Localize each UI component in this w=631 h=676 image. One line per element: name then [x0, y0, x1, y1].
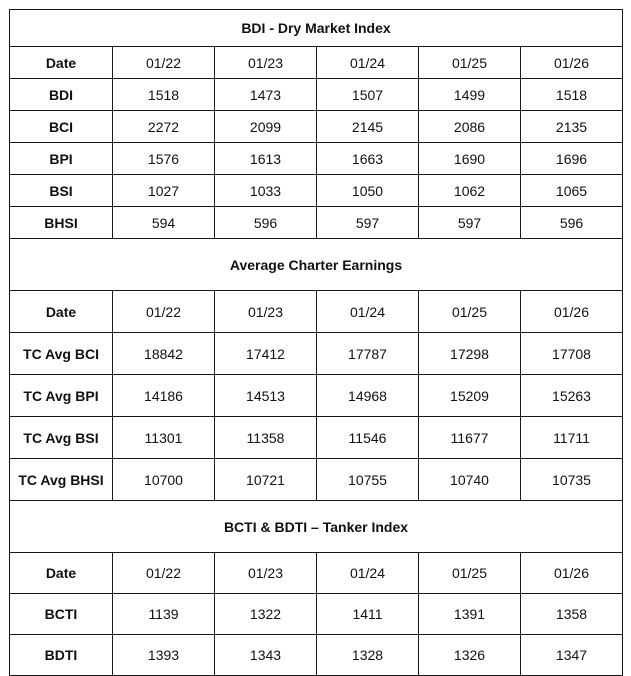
value-cell: 17708: [521, 333, 623, 375]
table-row-bdti: [10, 635, 623, 676]
table-row-bci: [10, 111, 623, 143]
value-cell: 1328: [317, 635, 419, 676]
row-label: BPI: [10, 143, 113, 175]
value-cell: 1062: [419, 175, 521, 207]
value-cell: 14968: [317, 375, 419, 417]
table-row-bdi: [10, 79, 623, 111]
value-cell: 15263: [521, 375, 623, 417]
value-cell: 2086: [419, 111, 521, 143]
row-label: BDTI: [10, 635, 113, 676]
table-row-tc-avg-bpi: [10, 375, 623, 417]
value-cell: 10740: [419, 459, 521, 501]
value-cell: 1518: [113, 79, 215, 111]
value-cell: 2145: [317, 111, 419, 143]
header-date-cell: 01/25: [419, 553, 521, 594]
table-row-bsi: [10, 175, 623, 207]
value-cell: 14513: [215, 375, 317, 417]
value-cell: 2099: [215, 111, 317, 143]
value-cell: 1613: [215, 143, 317, 175]
value-cell: 1507: [317, 79, 419, 111]
value-cell: 1499: [419, 79, 521, 111]
header-date-cell: 01/24: [317, 291, 419, 333]
header-date-cell: 01/25: [419, 47, 521, 79]
value-cell: 1518: [521, 79, 623, 111]
value-cell: 1050: [317, 175, 419, 207]
header-date-cell: 01/22: [113, 291, 215, 333]
header-date-label: Date: [10, 553, 113, 594]
value-cell: 11546: [317, 417, 419, 459]
table-row-tc-avg-bci: [10, 333, 623, 375]
header-date-label: Date: [10, 291, 113, 333]
row-label: BCTI: [10, 594, 113, 635]
table-row-tc-avg-bsi: [10, 417, 623, 459]
value-cell: 1322: [215, 594, 317, 635]
row-label: TC Avg BHSI: [10, 459, 113, 501]
row-label: TC Avg BPI: [10, 375, 113, 417]
value-cell: 1473: [215, 79, 317, 111]
section-title-row: [10, 239, 623, 291]
section-title-row: [10, 10, 623, 47]
header-row: [10, 291, 623, 333]
header-date-cell: 01/23: [215, 47, 317, 79]
header-row: [10, 553, 623, 594]
value-cell: 15209: [419, 375, 521, 417]
table-row-bhsi: [10, 207, 623, 239]
value-cell: 17298: [419, 333, 521, 375]
header-date-cell: 01/26: [521, 47, 623, 79]
value-cell: 11711: [521, 417, 623, 459]
value-cell: 11301: [113, 417, 215, 459]
value-cell: 1663: [317, 143, 419, 175]
value-cell: 17787: [317, 333, 419, 375]
value-cell: 596: [215, 207, 317, 239]
row-label: BDI: [10, 79, 113, 111]
header-date-cell: 01/22: [113, 553, 215, 594]
section-title: BCTI & BDTI – Tanker Index: [10, 501, 623, 553]
table-row-bpi: [10, 143, 623, 175]
value-cell: 11677: [419, 417, 521, 459]
header-date-cell: 01/25: [419, 291, 521, 333]
value-cell: 17412: [215, 333, 317, 375]
value-cell: 18842: [113, 333, 215, 375]
value-cell: 11358: [215, 417, 317, 459]
value-cell: 1696: [521, 143, 623, 175]
row-label: TC Avg BCI: [10, 333, 113, 375]
section-title: Average Charter Earnings: [10, 239, 623, 291]
header-row: [10, 47, 623, 79]
market-index-table-body: [10, 10, 623, 676]
value-cell: 10721: [215, 459, 317, 501]
value-cell: 597: [317, 207, 419, 239]
header-date-label: Date: [10, 47, 113, 79]
value-cell: 1033: [215, 175, 317, 207]
section-title-row: [10, 501, 623, 553]
section-title: BDI - Dry Market Index: [10, 10, 623, 47]
value-cell: 596: [521, 207, 623, 239]
market-index-table: [9, 9, 623, 676]
header-date-cell: 01/24: [317, 47, 419, 79]
header-date-cell: 01/22: [113, 47, 215, 79]
value-cell: 1347: [521, 635, 623, 676]
value-cell: 1391: [419, 594, 521, 635]
value-cell: 2135: [521, 111, 623, 143]
header-date-cell: 01/23: [215, 553, 317, 594]
value-cell: 594: [113, 207, 215, 239]
value-cell: 1576: [113, 143, 215, 175]
value-cell: 1065: [521, 175, 623, 207]
value-cell: 1326: [419, 635, 521, 676]
value-cell: 1393: [113, 635, 215, 676]
header-date-cell: 01/26: [521, 291, 623, 333]
table-row-tc-avg-bhsi: [10, 459, 623, 501]
value-cell: 1343: [215, 635, 317, 676]
value-cell: 10755: [317, 459, 419, 501]
row-label: BCI: [10, 111, 113, 143]
value-cell: 1690: [419, 143, 521, 175]
row-label: BSI: [10, 175, 113, 207]
table-row-bcti: [10, 594, 623, 635]
value-cell: 1411: [317, 594, 419, 635]
row-label: BHSI: [10, 207, 113, 239]
header-date-cell: 01/24: [317, 553, 419, 594]
value-cell: 10735: [521, 459, 623, 501]
value-cell: 14186: [113, 375, 215, 417]
header-date-cell: 01/23: [215, 291, 317, 333]
value-cell: 1358: [521, 594, 623, 635]
value-cell: 597: [419, 207, 521, 239]
value-cell: 1139: [113, 594, 215, 635]
row-label: TC Avg BSI: [10, 417, 113, 459]
header-date-cell: 01/26: [521, 553, 623, 594]
value-cell: 1027: [113, 175, 215, 207]
value-cell: 2272: [113, 111, 215, 143]
value-cell: 10700: [113, 459, 215, 501]
